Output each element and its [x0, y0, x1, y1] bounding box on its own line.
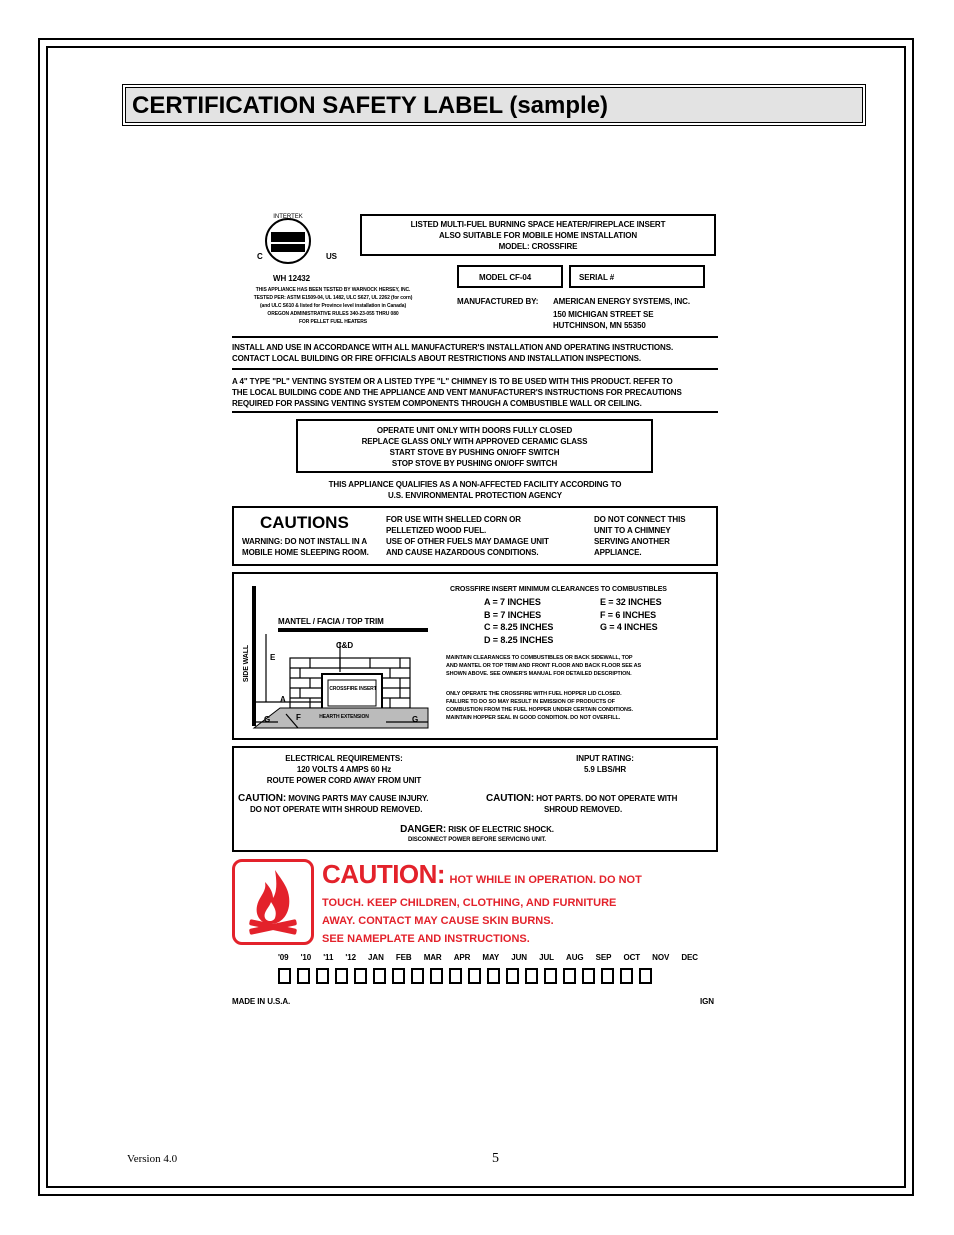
model-box: MODEL CF-04 [457, 265, 563, 288]
danger-text: DANGER: RISK OF ELECTRIC SHOCK. DISCONNECT POWER BEFORE SERVICING UNIT. [400, 824, 554, 843]
cd-label: C&D [336, 641, 354, 650]
page-title: CERTIFICATION SAFETY LABEL (sample) [125, 87, 863, 123]
date-checkbox [525, 968, 538, 984]
hot-caution-text: CAUTION: HOT WHILE IN OPERATION. DO NOT TOUCH. KEEP CHILDREN, CLOTHING, AND FURNITURE AWAY. CONTACT MAY CAUSE SKIN BURNS. SEE NAMEPLATE AND INSTRUCTIONS. [322, 859, 642, 945]
fire-warning-icon [232, 859, 314, 945]
label-code: IGN [700, 997, 714, 1006]
install-text: INSTALL AND USE IN ACCORDANCE WITH ALL MANUFACTURER'S INSTALLATION AND OPERATING INSTRUCTIONS. CONTACT LOCAL BUILDING OR FIRE OFFICIALS ABOUT RESTRICTIONS AND INSTALLATION INSPECTIONS. [232, 343, 674, 363]
logo-us: US [326, 252, 337, 261]
hopper-note: ONLY OPERATE THE CROSSFIRE WITH FUEL HOPPER LID CLOSED. FAILURE TO DO SO MAY RESULT IN EMISSION OF PRODUCTS OF COMBUSTION FROM THE FUEL HOPPER UNDER CERTAIN CONDITIONS. MAINTAIN HOPPER SEAL IN GOOD CONDITION. DO NOT OVERFILL. [446, 691, 633, 721]
mobile-warning: WARNING: DO NOT INSTALL IN A MOBILE HOME SLEEPING ROOM. [242, 537, 369, 557]
clearance-heading: CROSSFIRE INSERT MINIMUM CLEARANCES TO COMBUSTIBLES [450, 586, 667, 593]
cert-number: WH 12432 [273, 274, 310, 283]
insert-label: CROSSFIRE INSERT [329, 686, 377, 692]
date-checkbox [601, 968, 614, 984]
version-text: Version 4.0 [127, 1153, 178, 1165]
date-checkboxes [278, 968, 658, 989]
date-checkbox [316, 968, 329, 984]
electrical-req: ELECTRICAL REQUIREMENTS: 120 VOLTS 4 AMPS 60 Hz ROUTE POWER CORD AWAY FROM UNIT [266, 754, 422, 785]
clearances-box [232, 572, 718, 740]
hearth-label: HEARTH EXTENSION [319, 714, 369, 720]
date-labels: '09 '10 '11 '12 JAN FEB MAR APR MAY JUN JUL AUG SEP OCT NOV DEC [278, 953, 698, 962]
hot-parts-caution: CAUTION: HOT PARTS. DO NOT OPERATE WITH SHROUD REMOVED. [486, 793, 678, 814]
page-number: 5 [492, 1151, 499, 1166]
intertek-logo-icon [258, 211, 322, 269]
logo-c: C [257, 252, 263, 261]
e-label: E [270, 653, 276, 662]
date-checkbox [506, 968, 519, 984]
date-checkbox [620, 968, 633, 984]
g-right-label: G [412, 715, 419, 724]
divider [232, 411, 718, 413]
date-checkbox [411, 968, 424, 984]
cautions-heading: CAUTIONS [260, 513, 349, 532]
date-checkbox [487, 968, 500, 984]
made-in: MADE IN U.S.A. [232, 997, 291, 1006]
date-checkbox [354, 968, 367, 984]
cautions-box [232, 506, 718, 566]
chimney-warning: DO NOT CONNECT THIS UNIT TO A CHIMNEY SERVING ANOTHER APPLIANCE. [594, 515, 686, 557]
date-checkbox [468, 968, 481, 984]
mantel-label: MANTEL / FACIA / TOP TRIM [278, 617, 384, 626]
operate-box: OPERATE UNIT ONLY WITH DOORS FULLY CLOSED REPLACE GLASS ONLY WITH APPROVED CERAMIC GLASS START STOVE BY PUSHING ON/OFF SWITCH STOP STOVE BY PUSHING ON/OFF SWITCH [296, 419, 653, 473]
listing-box: LISTED MULTI-FUEL BURNING SPACE HEATER/FIREPLACE INSERT ALSO SUITABLE FOR MOBILE HOME INSTALLATION MODEL: CROSSFIRE [360, 214, 716, 256]
date-checkbox [373, 968, 386, 984]
g-left-label: G [264, 715, 271, 724]
svg-text:INTERTEK: INTERTEK [273, 214, 303, 220]
tested-block: THIS APPLIANCE HAS BEEN TESTED BY WARNOCK HERSEY, INC. TESTED PER: ASTM E1509-04, UL 1482, ULC S627, UL 2262 (for corn) (and ULC S610 & listed for Province level installation in Canada) OREGON ADMINISTRATIVE RULES 340-23-055 THRU 080 FOR PELLET FUEL HEATERS [253, 287, 413, 325]
clearance-note: MAINTAIN CLEARANCES TO COMBUSTIBLES OR BACK SIDEWALL, TOP AND MANTEL OR TOP TRIM AND FRONT FLOOR AND BACK FLOOR SEE AS SHOWN ABOVE. SEE OWNER'S MANUAL FOR DETAILED DESCRIPTION. [446, 655, 642, 677]
input-rating: INPUT RATING: 5.9 LBS/HR [576, 754, 634, 774]
a-label: A [280, 695, 286, 704]
date-checkbox [297, 968, 310, 984]
electrical-box [232, 746, 718, 852]
date-checkbox [639, 968, 652, 984]
date-checkbox [582, 968, 595, 984]
date-checkbox [449, 968, 462, 984]
fuel-warning: FOR USE WITH SHELLED CORN OR PELLETIZED WOOD FUEL. USE OF OTHER FUELS MAY DAMAGE UNIT AND CAUSE HAZARDOUS CONDITIONS. [386, 515, 549, 557]
clearances-left: A = 7 INCHES B = 7 INCHES C = 8.25 INCHES D = 8.25 INCHES [484, 597, 554, 645]
date-checkbox [392, 968, 405, 984]
serial-box: SERIAL # [569, 265, 705, 288]
divider [232, 368, 718, 370]
date-checkbox [430, 968, 443, 984]
divider [232, 336, 718, 338]
manufacturer: AMERICAN ENERGY SYSTEMS, INC. 150 MICHIGAN STREET SE HUTCHINSON, MN 55350 [553, 297, 690, 330]
side-wall-label: SIDE WALL [243, 644, 251, 683]
moving-parts-caution: CAUTION: MOVING PARTS MAY CAUSE INJURY. DO NOT OPERATE WITH SHROUD REMOVED. [238, 793, 429, 814]
date-checkbox [278, 968, 291, 984]
date-checkbox [335, 968, 348, 984]
clearances-right: E = 32 INCHES F = 6 INCHES G = 4 INCHES [600, 597, 662, 632]
f-label: F [296, 713, 301, 722]
manufactured-by: MANUFACTURED BY: [457, 297, 539, 306]
date-checkbox [544, 968, 557, 984]
epa-text: THIS APPLIANCE QUALIFIES AS A NON-AFFECTED FACILITY ACCORDING TO U.S. ENVIRONMENTAL PROTECTION AGENCY [328, 480, 622, 500]
date-checkbox [563, 968, 576, 984]
title-box [122, 84, 866, 126]
vent-text: A 4" TYPE "PL" VENTING SYSTEM OR A LISTED TYPE "L" CHIMNEY IS TO BE USED WITH THIS PRODUCT. REFER TO THE LOCAL BUILDING CODE AND THE APPLIANCE AND VENT MANUFACTURER'S INSTRUCTIONS FOR PRECAUTIONS REQUIRED FOR PASSING VENTING SYSTEM COMPONENTS THROUGH A COMBUSTIBLE WALL OR CEILING. [232, 377, 682, 408]
